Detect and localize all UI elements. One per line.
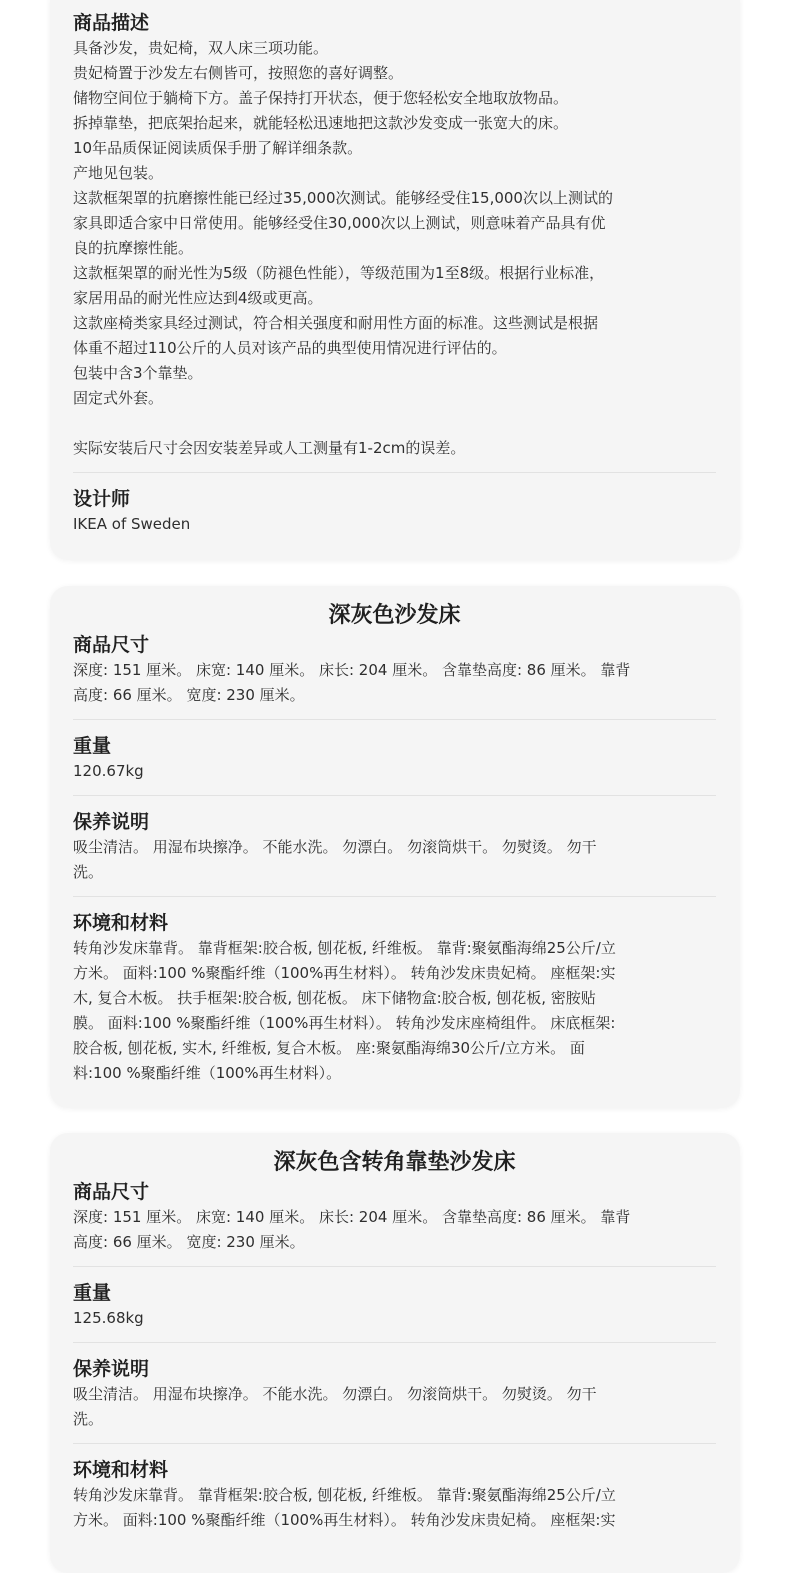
material-line: 转角沙发床靠背。 靠背框架:胶合板, 刨花板, 纤维板。 靠背:聚氨酯海绵25公斤/立 bbox=[73, 1486, 616, 1504]
description-blank-line bbox=[73, 411, 716, 436]
description-text bbox=[73, 36, 716, 461]
description-line: 具备沙发，贵妃椅，双人床三项功能。 bbox=[73, 39, 329, 57]
material-text bbox=[73, 1483, 716, 1533]
description-line: 储物空间位于躺椅下方。盖子保持打开状态，便于您轻松安全地取放物品。 bbox=[73, 89, 569, 107]
product-description-card bbox=[50, 0, 740, 560]
material-line: 方米。 面料:100 %聚酯纤维（100%再生材料）。 转角沙发床贵妃椅。 座框架:实 bbox=[73, 1511, 616, 1529]
description-line: 这款框架罩的抗磨擦性能已经过35,000次测试。能够经受住15,000次以上测试的 bbox=[73, 189, 613, 207]
material-text bbox=[73, 936, 716, 1086]
section-divider bbox=[73, 1342, 716, 1343]
designer-name bbox=[73, 512, 716, 537]
weight-heading: 重量 bbox=[73, 1282, 112, 1304]
designer-value: IKEA of Sweden bbox=[73, 515, 191, 533]
section-divider bbox=[73, 472, 716, 473]
section-divider bbox=[73, 795, 716, 796]
care-heading: 保养说明 bbox=[73, 1358, 150, 1380]
weight-heading: 重量 bbox=[73, 735, 112, 757]
material-heading: 环境和材料 bbox=[73, 912, 169, 934]
weight-value: 120.67kg bbox=[73, 762, 144, 780]
description-line: 体重不超过110公斤的人员对该产品的典型使用情况进行评估的。 bbox=[73, 339, 507, 357]
material-line: 方米。 面料:100 %聚酯纤维（100%再生材料）。 转角沙发床贵妃椅。 座框架:实 bbox=[73, 964, 616, 982]
weight-text bbox=[73, 1306, 716, 1331]
material-line: 胶合板, 刨花板, 实木, 纤维板, 复合木板。 座:聚氨酯海绵30公斤/立方米。 面 bbox=[73, 1039, 585, 1057]
description-line: 这款框架罩的耐光性为5级（防褪色性能），等级范围为1至8级。根据行业标准， bbox=[73, 264, 605, 282]
description-line: 家具即适合家中日常使用。能够经受住30,000次以上测试，则意味着产品具有优 bbox=[73, 214, 606, 232]
installation-note: 实际安装后尺寸会因安装差异或人工测量有1-2cm的误差。 bbox=[73, 439, 466, 457]
card-title: 深灰色含转角靠垫沙发床 bbox=[273, 1150, 516, 1175]
section-divider bbox=[73, 1443, 716, 1444]
description-line: 这款座椅类家具经过测试，符合相关强度和耐用性方面的标准。这些测试是根据 bbox=[73, 314, 599, 332]
care-text bbox=[73, 1382, 716, 1432]
description-line: 良的抗摩擦性能。 bbox=[73, 239, 194, 257]
care-line: 洗。 bbox=[73, 1410, 104, 1428]
section-divider bbox=[73, 1266, 716, 1267]
size-heading: 商品尺寸 bbox=[73, 1181, 150, 1203]
size-line: 深度: 151 厘米。 床宽: 140 厘米。 床长: 204 厘米。 含靠垫高度: 86 厘米。 靠背 bbox=[73, 1208, 631, 1226]
description-line: 贵妃椅置于沙发左右侧皆可，按照您的喜好调整。 bbox=[73, 64, 404, 82]
size-heading: 商品尺寸 bbox=[73, 634, 150, 656]
material-line: 膜。 面料:100 %聚酯纤维（100%再生材料）。 转角沙发床座椅组件。 床底框架: bbox=[73, 1014, 616, 1032]
material-line: 木, 复合木板。 扶手框架:胶合板, 刨花板。 床下储物盒:胶合板, 刨花板, 密胺贴 bbox=[73, 989, 596, 1007]
weight-value: 125.68kg bbox=[73, 1309, 144, 1327]
size-line: 深度: 151 厘米。 床宽: 140 厘米。 床长: 204 厘米。 含靠垫高度: 86 厘米。 靠背 bbox=[73, 661, 631, 679]
care-text bbox=[73, 835, 716, 885]
material-heading: 环境和材料 bbox=[73, 1459, 169, 1481]
material-line: 料:100 %聚酯纤维（100%再生材料）。 bbox=[73, 1064, 342, 1082]
description-line: 产地见包装。 bbox=[73, 164, 164, 182]
description-line: 家居用品的耐光性应达到4级或更高。 bbox=[73, 289, 323, 307]
care-line: 洗。 bbox=[73, 863, 104, 881]
description-line: 固定式外套。 bbox=[73, 389, 164, 407]
card-title: 深灰色沙发床 bbox=[328, 603, 461, 628]
description-line: 10年品质保证阅读质保手册了解详细条款。 bbox=[73, 139, 363, 157]
size-line: 高度: 66 厘米。 宽度: 230 厘米。 bbox=[73, 686, 305, 704]
care-line: 吸尘清洁。 用湿布块擦净。 不能水洗。 勿漂白。 勿滚筒烘干。 勿熨烫。 勿干 bbox=[73, 1385, 597, 1403]
weight-text bbox=[73, 759, 716, 784]
description-line: 拆掉靠垫，把底架抬起来，就能轻松迅速地把这款沙发变成一张宽大的床。 bbox=[73, 114, 569, 132]
sofa-bed-with-corner-cushion-spec-card bbox=[50, 1133, 740, 1573]
section-divider bbox=[73, 719, 716, 720]
care-heading: 保养说明 bbox=[73, 811, 150, 833]
size-text bbox=[73, 1205, 716, 1255]
description-heading: 商品描述 bbox=[73, 12, 150, 34]
material-line: 转角沙发床靠背。 靠背框架:胶合板, 刨花板, 纤维板。 靠背:聚氨酯海绵25公斤/立 bbox=[73, 939, 616, 957]
description-line: 包装中含3个靠垫。 bbox=[73, 364, 203, 382]
section-divider bbox=[73, 896, 716, 897]
designer-heading: 设计师 bbox=[73, 488, 131, 510]
size-line: 高度: 66 厘米。 宽度: 230 厘米。 bbox=[73, 1233, 305, 1251]
size-text bbox=[73, 658, 716, 708]
sofa-bed-spec-card bbox=[50, 586, 740, 1108]
care-line: 吸尘清洁。 用湿布块擦净。 不能水洗。 勿漂白。 勿滚筒烘干。 勿熨烫。 勿干 bbox=[73, 838, 597, 856]
